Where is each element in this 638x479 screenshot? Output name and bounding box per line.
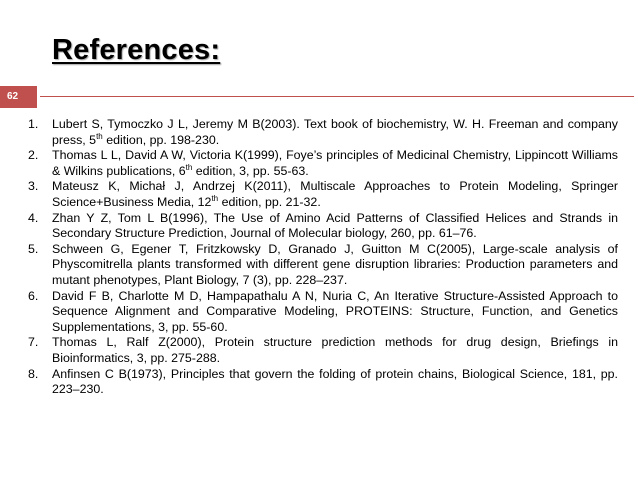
reference-number: 2. — [28, 148, 39, 163]
page-number-badge: 62 — [0, 86, 37, 108]
reference-number: 7. — [28, 335, 39, 350]
reference-item-7 — [28, 335, 618, 366]
reference-text: Zhan Y Z, Tom L B(1996), The Use of Amino Acid Patterns of Classified Helices and Strands in Secondary Structure Prediction, Journal of Molecular biology, 260, pp. 61–76. — [52, 210, 618, 241]
reference-text: Thomas L L, David A W, Victoria K(1999), Foye’s principles of Medicinal Chemistry, Lippincott Williams & Wilkins publications, 6th edition, 3, pp. 55-63. — [52, 148, 618, 178]
reference-text: Anfinsen C B(1973), Principles that govern the folding of protein chains, Biological Science, 181, pp. 223–230. — [52, 366, 618, 397]
reference-text: Thomas L, Ralf Z(2000), Protein structure prediction methods for drug design, Briefings in Bioinformatics, 3, pp. 275-288. — [52, 335, 618, 365]
reference-item-5 — [28, 242, 618, 289]
reference-item-1 — [28, 117, 618, 148]
reference-number: 1. — [28, 117, 39, 131]
reference-item-8 — [28, 367, 618, 398]
reference-item-4 — [28, 211, 618, 242]
title-divider — [40, 96, 634, 97]
reference-list — [28, 117, 618, 398]
reference-text: Lubert S, Tymoczko J L, Jeremy M B(2003). Text book of biochemistry, W. H. Freeman and company press, 5th edition, pp. 198-230. — [52, 117, 618, 147]
reference-number: 8. — [28, 366, 39, 381]
reference-text: David F B, Charlotte M D, Hampapathalu A N, Nuria C, An Iterative Structure-Assisted Approach to Sequence Alignment and Comparative Modeling, PROTEINS: Structure, Function, and Genetics Supplementations, 3, pp. 55-60. — [52, 288, 618, 334]
reference-number: 6. — [28, 288, 39, 303]
reference-number: 3. — [28, 179, 39, 194]
reference-item-2 — [28, 148, 618, 179]
page-title: References: — [52, 34, 221, 66]
reference-item-6 — [28, 289, 618, 336]
reference-number: 4. — [28, 210, 39, 225]
reference-text: Schween G, Egener T, Fritzkowsky D, Granado J, Guitton M C(2005), Large-scale analysis of Physcomitrella plants transformed with different gene disruption libraries: Production parameters and mutant phenotypes, Plant Biology, 7 (3), pp. 228–237. — [52, 241, 618, 287]
reference-item-3 — [28, 179, 618, 210]
reference-number: 5. — [28, 241, 39, 256]
reference-text: Mateusz K, Michał J, Andrzej K(2011), Multiscale Approaches to Protein Modeling, Springer Science+Business Media, 12th edition, pp. 21-32. — [52, 179, 618, 209]
